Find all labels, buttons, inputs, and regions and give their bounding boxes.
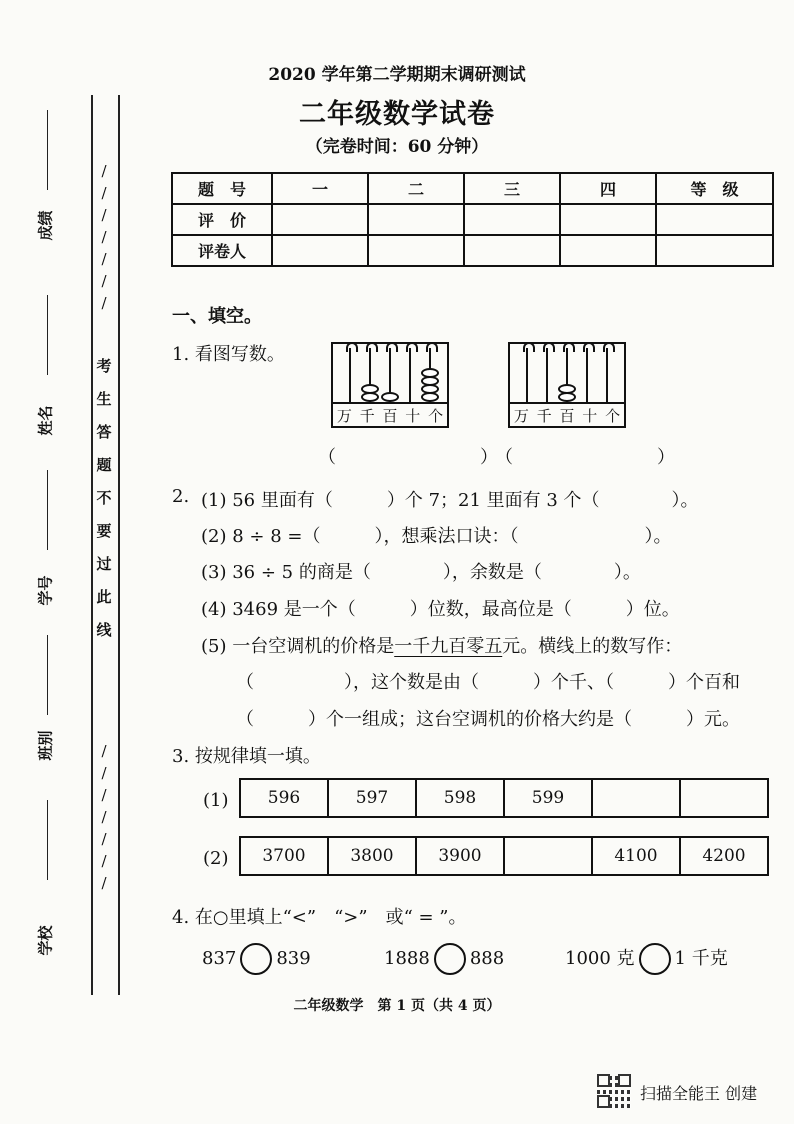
score-header-cell: 等 级 xyxy=(656,173,773,204)
binding-line-right xyxy=(118,95,120,995)
score-header-cell: 一 xyxy=(272,173,368,204)
sequence-cell: 4200 xyxy=(680,837,768,875)
score-cell[interactable] xyxy=(272,235,368,266)
sequence-cell: 598 xyxy=(416,779,504,817)
binding-fill-school xyxy=(47,800,48,880)
sequence-cell: 3800 xyxy=(328,837,416,875)
sequence-blank-cell[interactable] xyxy=(504,837,592,875)
score-row-label: 评 价 xyxy=(172,204,272,235)
q4-compare-1: 837 839 xyxy=(202,943,311,975)
sequence-cell: 596 xyxy=(240,779,328,817)
sequence-table-1 xyxy=(239,778,769,818)
compare-circle[interactable] xyxy=(434,943,466,975)
warning-text: 考 生 答 题 不 要 过 此 线 xyxy=(96,357,112,639)
q2-item-4: (4) 3469 是一个（ ）位数，最高位是（ ）位。 xyxy=(201,599,680,620)
score-cell[interactable] xyxy=(656,235,773,266)
q4-compare-2: 1888 888 xyxy=(384,943,504,975)
binding-fill-class xyxy=(47,635,48,715)
score-table xyxy=(171,172,774,267)
binding-label-school: 学校 xyxy=(36,925,55,956)
q2-item-5-line3: （ ）个一组成；这台空调机的价格大约是（ ）元。 xyxy=(236,709,740,730)
page-footer: 二年级数学 第 1 页（共 4 页） xyxy=(293,998,501,1014)
compare-circle[interactable] xyxy=(240,943,272,975)
q1-text: 1. 看图写数。 xyxy=(172,344,285,365)
q2-item-2: (2) 8 ÷ 8 =（ ），想乘法口诀：（ ）。 xyxy=(201,526,672,547)
score-cell[interactable] xyxy=(368,204,464,235)
score-cell[interactable] xyxy=(272,204,368,235)
binding-label-class: 班别 xyxy=(36,730,55,761)
q2-item-1: (1) 56 里面有（ ）个 7；21 里面有 3 个（ ）。 xyxy=(201,490,699,511)
exam-time: （完卷时间：60 分钟） xyxy=(305,137,489,157)
exam-title: 二年级数学试卷 xyxy=(299,99,495,130)
q3-row1-label: (1) xyxy=(203,790,229,811)
score-cell[interactable] xyxy=(368,235,464,266)
score-cell[interactable] xyxy=(464,204,560,235)
underlined-price: 一千九百零五 xyxy=(394,636,503,657)
abacus-2-places: 万 千 百 十 个 xyxy=(508,402,626,428)
q3-row2-label: (2) xyxy=(203,848,229,869)
q1-blank-1[interactable]: （ ） xyxy=(318,447,498,468)
section-title: 一、填空。 xyxy=(172,306,262,327)
score-header-cell: 三 xyxy=(464,173,560,204)
binding-fill-name xyxy=(47,295,48,375)
score-cell[interactable] xyxy=(464,235,560,266)
score-row-label: 评卷人 xyxy=(172,235,272,266)
score-cell[interactable] xyxy=(560,204,656,235)
exam-subtitle: 2020 学年第二学期期末调研测试 xyxy=(268,65,526,85)
q1-blank-2[interactable]: （ ） xyxy=(495,447,675,468)
qr-code-icon xyxy=(597,1074,631,1108)
q3-text: 3. 按规律填一填。 xyxy=(172,746,321,767)
slash-column-bottom: / / / / / / / xyxy=(101,742,107,892)
q4-text: 4. 在○里填上“<” “>” 或“ = ”。 xyxy=(172,907,467,928)
q2-item-3: (3) 36 ÷ 5 的商是（ ），余数是（ ）。 xyxy=(201,562,641,583)
sequence-blank-cell[interactable] xyxy=(592,779,680,817)
q2-number: 2. xyxy=(172,486,190,507)
sequence-cell: 3900 xyxy=(416,837,504,875)
binding-line-left xyxy=(91,95,93,995)
compare-circle[interactable] xyxy=(639,943,671,975)
q2-item-5: (5) 一台空调机的价格是一千九百零五元。横线上的数写作： xyxy=(201,636,683,657)
binding-label-score: 成绩 xyxy=(36,210,55,241)
slash-column-top: / / / / / / / xyxy=(101,162,107,312)
binding-label-name: 姓名 xyxy=(36,405,55,436)
sequence-table-2 xyxy=(239,836,769,876)
sequence-blank-cell[interactable] xyxy=(680,779,768,817)
score-header-cell: 二 xyxy=(368,173,464,204)
score-cell[interactable] xyxy=(656,204,773,235)
sequence-cell: 599 xyxy=(504,779,592,817)
binding-label-id: 学号 xyxy=(36,575,55,606)
scanner-watermark: 扫描全能王 创建 xyxy=(640,1084,758,1103)
q2-item-5-line2: （ ），这个数是由（ ）个千、（ ）个百和 xyxy=(236,672,740,693)
abacus-1-places: 万 千 百 十 个 xyxy=(331,402,449,428)
q4-compare-3: 1000 克 1 千克 xyxy=(565,943,728,975)
sequence-cell: 4100 xyxy=(592,837,680,875)
sequence-cell: 3700 xyxy=(240,837,328,875)
sequence-cell: 597 xyxy=(328,779,416,817)
binding-fill-id xyxy=(47,470,48,550)
score-header-cell: 四 xyxy=(560,173,656,204)
score-header-cell: 题 号 xyxy=(172,173,272,204)
score-cell[interactable] xyxy=(560,235,656,266)
